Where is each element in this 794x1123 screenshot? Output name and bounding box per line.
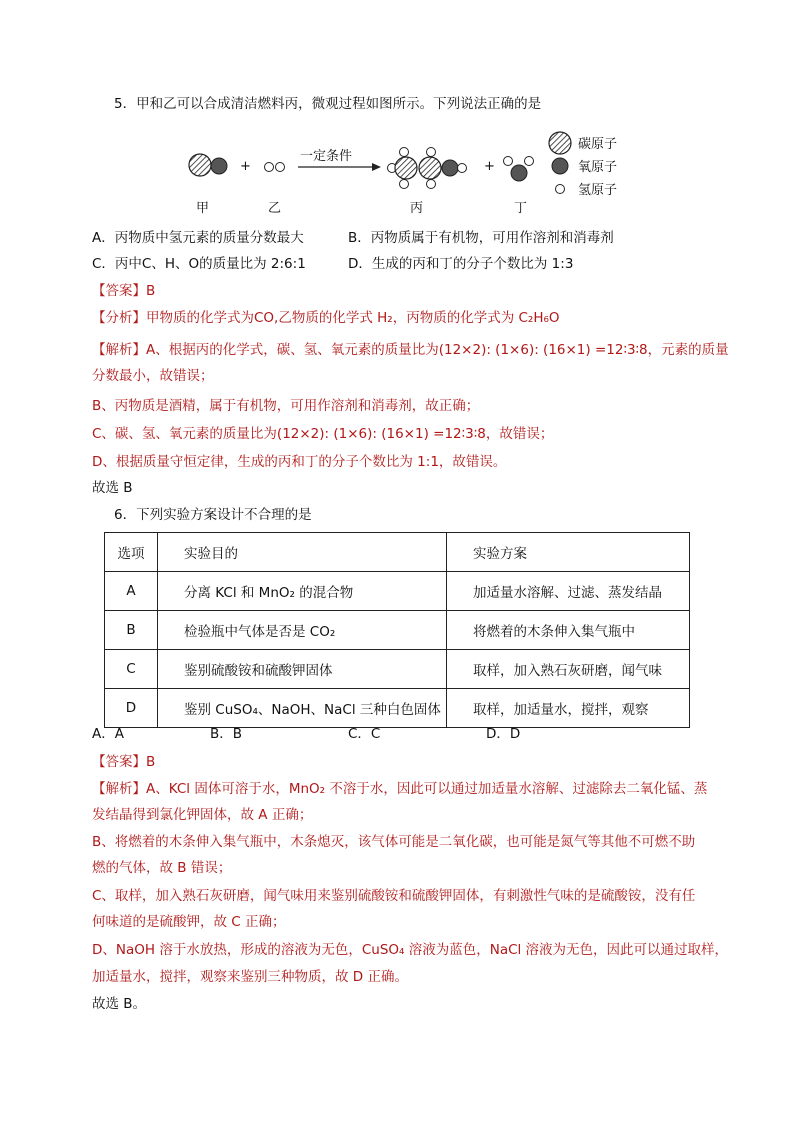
q6-option-a: A．A	[92, 726, 124, 742]
hydrogen-atom	[427, 180, 436, 189]
q6-explanation-line: 发结晶得到氯化钾固体，故 A 正确；	[92, 807, 313, 823]
reaction-diagram	[0, 124, 794, 220]
label-bing: 丙	[410, 201, 424, 216]
legend-hydrogen: 氢原子	[578, 183, 618, 198]
label-jia: 甲	[196, 201, 210, 216]
q6-explanation-line: 加适量水，搅拌，观察来鉴别三种物质，故 D 正确。	[92, 969, 408, 985]
table-header-cell: 实验目的	[158, 533, 447, 572]
molecule-bing	[388, 148, 467, 189]
molecule-yi	[265, 163, 285, 172]
hydrogen-atom	[504, 157, 513, 166]
hydrogen-atom	[400, 180, 409, 189]
table-cell: D	[105, 689, 158, 728]
q5-option-b: B．丙物质属于有机物，可用作溶剂和消毒剂	[348, 230, 614, 246]
hydrogen-atom	[400, 148, 409, 157]
table-cell: 取样，加入熟石灰研磨，闻气味	[447, 650, 690, 689]
hydrogen-atom	[458, 164, 467, 173]
table-row	[105, 611, 690, 650]
table-cell: 将燃着的木条伸入集气瓶中	[447, 611, 690, 650]
q5-explanation-line: 【解析】A、根据丙的化学式，碳、氢、氧元素的质量比为(12×2): (1×6): (16×1) =12∶3∶8，元素的质量	[92, 342, 729, 358]
table-row	[105, 650, 690, 689]
table-row	[105, 689, 690, 728]
hydrogen-atom	[525, 157, 534, 166]
table-cell: B	[105, 611, 158, 650]
carbon-atom	[419, 157, 441, 179]
q6-explanation-line: B、将燃着的木条伸入集气瓶中，木条熄灭，该气体可能是二氧化碳，也可能是氮气等其他不可燃不助	[92, 834, 696, 850]
q5-stem: 5．甲和乙可以合成清洁燃料丙，微观过程如图所示。下列说法正确的是	[114, 96, 542, 112]
oxygen-atom	[442, 160, 458, 176]
q5-analysis: 【分析】甲物质的化学式为CO,乙物质的化学式 H₂，丙物质的化学式为 C₂H₆O	[92, 310, 560, 326]
q6-option-b: B．B	[210, 726, 243, 742]
q5-explanation-line: C、碳、氢、氧元素的质量比为(12×2): (1×6): (16×1) =12∶3∶8，故错误；	[92, 426, 554, 442]
table-cell: C	[105, 650, 158, 689]
oxygen-atom	[511, 165, 527, 181]
hydrogen-atom	[265, 163, 274, 172]
molecule-ding	[504, 157, 534, 182]
q6-explanation-line: 何味道的是硫酸钾，故 C 正确；	[92, 914, 286, 930]
hydrogen-atom	[427, 148, 436, 157]
q6-explanation-line: C、取样，加入熟石灰研磨，闻气味用来鉴别硫酸铵和硫酸钾固体，有刺激性气味的是硫酸铵，没有任	[92, 888, 696, 904]
table-header-row	[105, 533, 690, 572]
table-cell: 加适量水溶解、过滤、蒸发结晶	[447, 572, 690, 611]
legend-hydrogen-icon	[556, 185, 565, 194]
table-cell: 分离 KCl 和 MnO₂ 的混合物	[158, 572, 447, 611]
table-cell: 鉴别 CuSO₄、NaOH、NaCl 三种白色固体	[158, 689, 447, 728]
arrow-label: 一定条件	[300, 149, 353, 164]
q6-answer: 【答案】B	[92, 754, 156, 770]
plus-sign-1: +	[240, 159, 251, 174]
q5-option-d: D．生成的丙和丁的分子个数比为 1:3	[348, 256, 574, 272]
q6-explanation-line: D、NaOH 溶于水放热，形成的溶液为无色，CuSO₄ 溶液为蓝色，NaCl 溶液为无色，因此可以通过取样，	[92, 942, 729, 958]
q5-conclusion: 故选 B	[92, 480, 133, 496]
legend-carbon-icon	[549, 132, 571, 154]
q5-answer: 【答案】B	[92, 283, 156, 299]
arrow-head	[372, 163, 381, 171]
table-cell: 取样，加适量水，搅拌，观察	[447, 689, 690, 728]
label-ding: 丁	[514, 201, 528, 216]
q6-explanation-line: 燃的气体，故 B 错误；	[92, 860, 232, 876]
carbon-atom	[189, 154, 211, 176]
table-header-cell: 实验方案	[447, 533, 690, 572]
q6-explanation-line: 【解析】A、KCl 固体可溶于水，MnO₂ 不溶于水，因此可以通过加适量水溶解、过滤除去二氧化锰、蒸	[92, 781, 708, 797]
carbon-atom	[395, 157, 417, 179]
q6-option-d: D．D	[486, 726, 521, 742]
molecule-jia	[189, 154, 227, 176]
q5-explanation-line: D、根据质量守恒定律，生成的丙和丁的分子个数比为 1:1，故错误。	[92, 454, 507, 470]
table-cell: 鉴别硫酸铵和硫酸钾固体	[158, 650, 447, 689]
oxygen-atom	[211, 158, 227, 174]
plus-sign-2: +	[484, 159, 495, 174]
q6-stem: 6．下列实验方案设计不合理的是	[114, 507, 312, 523]
q6-option-c: C．C	[348, 726, 381, 742]
legend-carbon: 碳原子	[578, 137, 618, 152]
experiment-table	[104, 532, 690, 728]
label-yi: 乙	[268, 201, 282, 216]
table-cell: 检验瓶中气体是否是 CO₂	[158, 611, 447, 650]
table-row	[105, 572, 690, 611]
q5-explanation-line: 分数最小，故错误；	[92, 368, 214, 384]
table-header-cell: 选项	[105, 533, 158, 572]
q5-explanation-line: B、丙物质是酒精，属于有机物，可用作溶剂和消毒剂，故正确；	[92, 398, 480, 414]
legend-oxygen-icon	[552, 158, 568, 174]
legend-oxygen: 氧原子	[578, 160, 618, 175]
table-cell: A	[105, 572, 158, 611]
q5-option-c: C．丙中C、H、O的质量比为 2:6:1	[92, 256, 306, 272]
legend	[549, 132, 617, 198]
hydrogen-atom	[276, 163, 285, 172]
q5-option-a: A．丙物质中氢元素的质量分数最大	[92, 230, 304, 246]
q6-conclusion: 故选 B。	[92, 996, 147, 1012]
